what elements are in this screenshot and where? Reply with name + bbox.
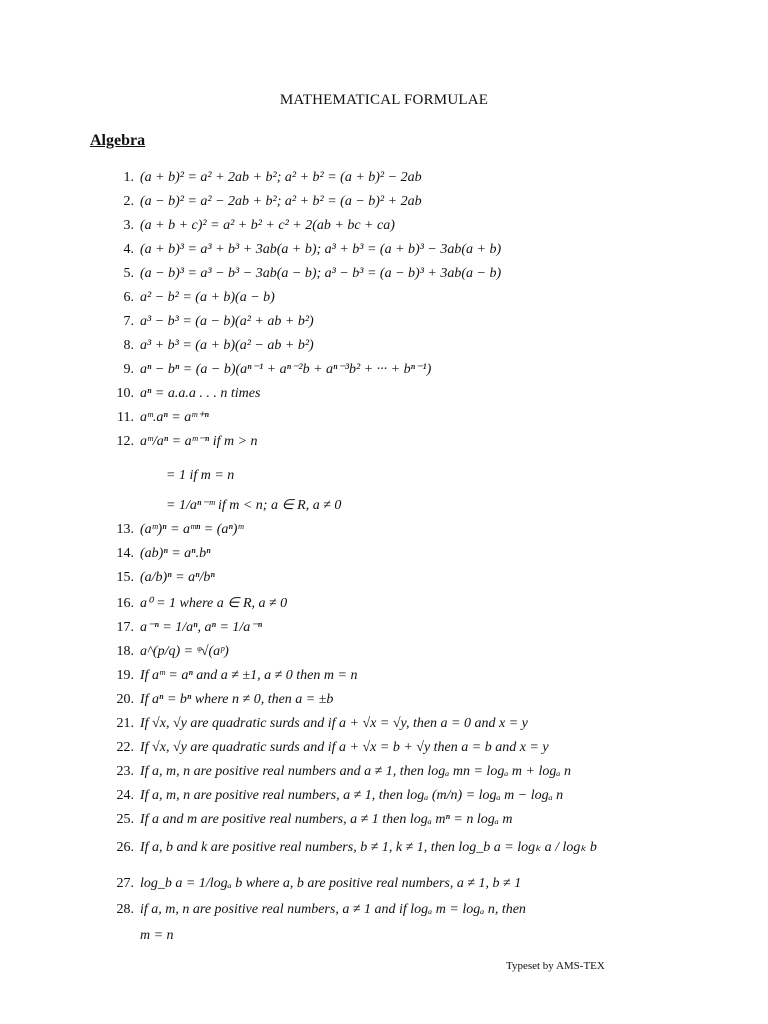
formula-number: 13.	[116, 522, 134, 537]
formula-number: 7.	[123, 314, 134, 329]
formula-item	[0, 466, 768, 486]
formula-text: (ab)ⁿ = aⁿ.bⁿ	[140, 546, 211, 561]
formula-text: = 1/aⁿ⁻ᵐ if m < n; a ∈ R, a ≠ 0	[166, 498, 342, 513]
formula-item	[0, 384, 768, 404]
formula-item	[0, 714, 768, 734]
formula-number: 5.	[123, 266, 134, 281]
formula-text: a⁰ = 1 where a ∈ R, a ≠ 0	[140, 596, 288, 611]
formula-text: a^(p/q) = ᵠ√(aᵖ)	[140, 644, 229, 659]
formula-number: 24.	[116, 788, 134, 803]
formula-item	[0, 690, 768, 710]
formula-text: a⁻ⁿ = 1/aⁿ, aⁿ = 1/a⁻ⁿ	[140, 620, 263, 635]
formula-text: aᵐ/aⁿ = aᵐ⁻ⁿ if m > n	[140, 434, 258, 449]
formula-number: 10.	[116, 386, 134, 401]
formula-number: 23.	[116, 764, 134, 779]
formula-item	[0, 496, 768, 516]
formula-text: (a + b + c)² = a² + b² + c² + 2(ab + bc + ca)	[140, 218, 395, 233]
formula-number: 4.	[123, 242, 134, 257]
formula-number: 11.	[117, 410, 134, 425]
formula-item	[0, 786, 768, 806]
formula-number: 9.	[123, 362, 134, 377]
formula-number: 27.	[116, 876, 134, 891]
formula-item	[0, 288, 768, 308]
formula-item	[0, 666, 768, 686]
formula-item	[0, 838, 768, 858]
formula-text: a² − b² = (a + b)(a − b)	[140, 290, 275, 305]
formula-number: 2.	[123, 194, 134, 209]
formula-item	[0, 520, 768, 540]
formula-text: (a/b)ⁿ = aⁿ/bⁿ	[140, 570, 215, 585]
formula-item	[0, 594, 768, 614]
formula-text: m = n	[140, 928, 174, 943]
formula-number: 12.	[116, 434, 134, 449]
formula-item	[0, 192, 768, 212]
formula-text: (a + b)³ = a³ + b³ + 3ab(a + b); a³ + b³ = (a + b)³ − 3ab(a + b)	[140, 242, 502, 257]
formula-item	[0, 642, 768, 662]
formula-item	[0, 312, 768, 332]
formula-text: (a − b)³ = a³ − b³ − 3ab(a − b); a³ − b³ = (a − b)³ + 3ab(a − b)	[140, 266, 502, 281]
formula-number: 14.	[116, 546, 134, 561]
formula-item	[0, 168, 768, 188]
formula-text: If √x, √y are quadratic surds and if a + √x = √y, then a = 0 and x = y	[140, 716, 528, 731]
formula-number: 21.	[116, 716, 134, 731]
formula-item	[0, 738, 768, 758]
formula-text: If aⁿ = bⁿ where n ≠ 0, then a = ±b	[140, 692, 334, 707]
formula-text: = 1 if m = n	[166, 468, 235, 483]
formula-text: If a, m, n are positive real numbers, a ≠ 1, then logₐ (m/n) = logₐ m − logₐ n	[140, 788, 564, 803]
formula-text: aⁿ − bⁿ = (a − b)(aⁿ⁻¹ + aⁿ⁻²b + aⁿ⁻³b² + ··· + bⁿ⁻¹)	[140, 362, 432, 377]
formula-item	[0, 360, 768, 380]
formula-text: If a, b and k are positive real numbers, b ≠ 1, k ≠ 1, then log_b a = logₖ a / logₖ b	[140, 840, 597, 855]
formula-number: 28.	[116, 902, 134, 917]
formula-text: If √x, √y are quadratic surds and if a + √x = b + √y then a = b and x = y	[140, 740, 549, 755]
formula-number: 25.	[116, 812, 134, 827]
formula-item	[0, 762, 768, 782]
formula-text: a³ − b³ = (a − b)(a² + ab + b²)	[140, 314, 314, 329]
page-title: MATHEMATICAL FORMULAE	[279, 92, 489, 108]
formula-item	[0, 544, 768, 564]
formula-item	[0, 408, 768, 428]
formula-item	[0, 900, 768, 920]
formula-number: 22.	[116, 740, 134, 755]
formula-item	[0, 810, 768, 830]
formula-text: (a + b)² = a² + 2ab + b²; a² + b² = (a + b)² − 2ab	[140, 170, 422, 185]
formula-item	[0, 240, 768, 260]
formula-item	[0, 336, 768, 356]
formula-item	[0, 926, 768, 946]
formula-text: aⁿ = a.a.a . . . n times	[140, 386, 261, 401]
formula-number: 6.	[123, 290, 134, 305]
formula-text: a³ + b³ = (a + b)(a² − ab + b²)	[140, 338, 314, 353]
formula-text: If aᵐ = aⁿ and a ≠ ±1, a ≠ 0 then m = n	[140, 668, 358, 683]
formula-text: If a and m are positive real numbers, a ≠ 1 then logₐ mⁿ = n logₐ m	[140, 812, 513, 827]
formula-text: aᵐ.aⁿ = aᵐ⁺ⁿ	[140, 410, 209, 425]
formula-number: 1.	[123, 170, 134, 185]
formula-number: 15.	[116, 570, 134, 585]
formula-number: 26.	[116, 840, 134, 855]
formula-text: If a, m, n are positive real numbers and a ≠ 1, then logₐ mn = logₐ m + logₐ n	[140, 764, 571, 779]
formula-text: if a, m, n are positive real numbers, a ≠ 1 and if logₐ m = logₐ n, then	[140, 902, 526, 917]
formula-number: 8.	[123, 338, 134, 353]
formula-item	[0, 618, 768, 638]
formula-item	[0, 432, 768, 452]
formula-item	[0, 874, 768, 894]
formula-number: 18.	[116, 644, 134, 659]
formula-number: 19.	[116, 668, 134, 683]
formula-number: 17.	[116, 620, 134, 635]
formula-number: 3.	[123, 218, 134, 233]
formula-item	[0, 568, 768, 588]
section-heading: Algebra	[90, 132, 146, 149]
formula-text: (a − b)² = a² − 2ab + b²; a² + b² = (a − b)² + 2ab	[140, 194, 422, 209]
formula-text: log_b a = 1/logₐ b where a, b are positive real numbers, a ≠ 1, b ≠ 1	[140, 876, 522, 891]
formula-number: 16.	[116, 596, 134, 611]
typeset-footer: Typeset by AMS-TEX	[506, 960, 605, 972]
formula-text: (aᵐ)ⁿ = aᵐⁿ = (aⁿ)ᵐ	[140, 522, 244, 537]
formula-item	[0, 216, 768, 236]
formula-item	[0, 264, 768, 284]
formula-number: 20.	[116, 692, 134, 707]
